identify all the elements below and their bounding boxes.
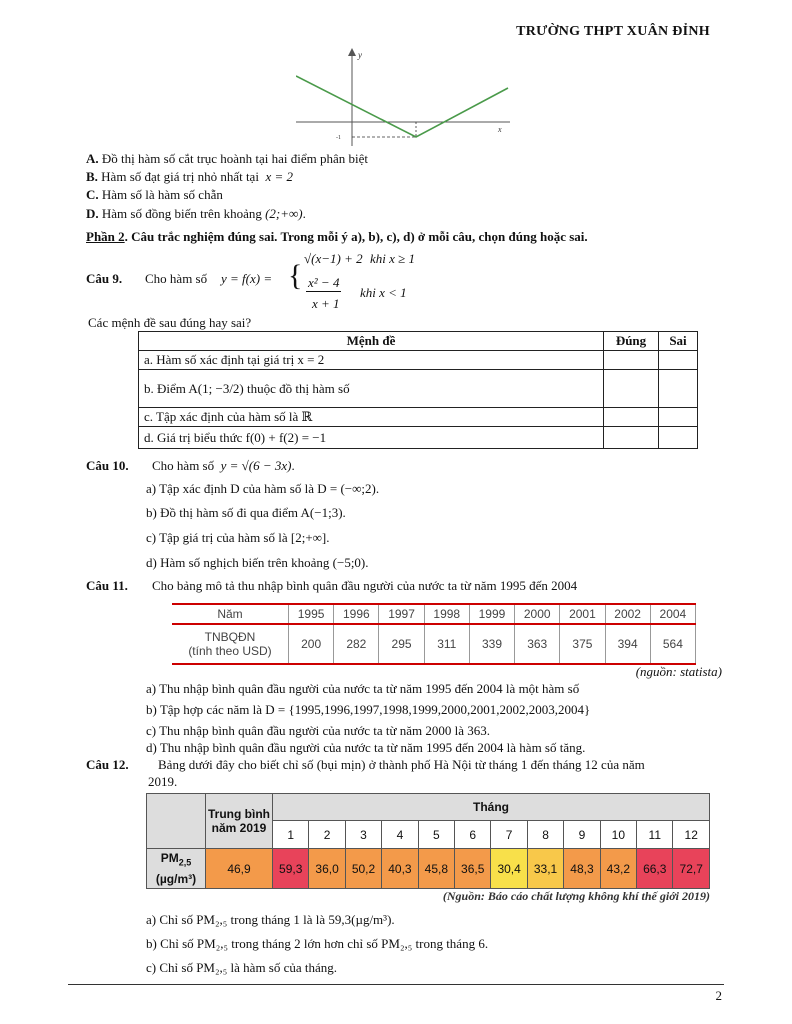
q10-item-b: b) Đồ thị hàm số đi qua điểm A(−1;3). <box>146 505 346 520</box>
header-false: Sai <box>659 332 698 351</box>
statement-b: b. Điểm A(1; −3/2) thuộc đồ thị hàm số <box>139 370 604 408</box>
q12-item-c: c) Chỉ số PM₂,₅ là hàm số của tháng. <box>146 960 338 975</box>
q11-item-a: a) Thu nhập bình quân đầu người của nước ta từ năm 1995 đến 2004 là một hàm số <box>146 681 580 696</box>
income-cell: 394 <box>605 624 650 664</box>
month-cell: 4 <box>382 821 418 849</box>
option-d: D. Hàm số đồng biến trên khoảng (2;+∞). <box>86 206 306 221</box>
q12-item-a: a) Chỉ số PM₂,₅ trong tháng 1 là là 59,3(µg/m³). <box>146 912 395 927</box>
q12-intro-2: 2019. <box>148 774 178 789</box>
pm25-value-cell: 33,1 <box>527 849 563 889</box>
q12-intro-1: Bảng dưới đây cho biết chỉ số (bụi mịn) ở thành phố Hà Nội từ tháng 1 đến tháng 12 của năm <box>158 757 645 772</box>
school-header: TRƯỜNG THPT XUÂN ĐỈNH <box>516 24 710 39</box>
month-cell: 7 <box>491 821 527 849</box>
month-cell: 6 <box>455 821 491 849</box>
option-a: A. Đồ thị hàm số cắt trục hoành tại hai điểm phân biệt <box>86 151 368 166</box>
page-number: 2 <box>715 988 722 1003</box>
month-cell: 12 <box>673 821 710 849</box>
month-header: Tháng <box>273 794 710 821</box>
month-cell: 5 <box>418 821 454 849</box>
year-cell: 2001 <box>560 604 605 624</box>
year-cell: 1999 <box>469 604 514 624</box>
pm25-value-cell: 45,8 <box>418 849 454 889</box>
year-cell: 2004 <box>650 604 695 624</box>
income-cell: 339 <box>469 624 514 664</box>
income-cell: 311 <box>424 624 469 664</box>
year-row-label: Năm <box>172 604 289 624</box>
q9-cond2: khi x < 1 <box>360 285 407 300</box>
statement-c: c. Tập xác định của hàm số là ℝ <box>139 408 604 427</box>
income-cell: 375 <box>560 624 605 664</box>
part2-heading: Phần 2. Câu trắc nghiệm đúng sai. Trong mỗi ý a), b), c), d) ở mỗi câu, chọn đúng hoặc sai. <box>86 229 588 244</box>
graph-curve <box>296 76 508 137</box>
year-cell: 1998 <box>424 604 469 624</box>
true-cell-d[interactable] <box>604 427 659 449</box>
income-cell: 564 <box>650 624 695 664</box>
false-cell-b[interactable] <box>659 370 698 408</box>
q10-intro: Cho hàm số y = √(6 − 3x). <box>152 458 295 473</box>
year-cell: 1995 <box>289 604 334 624</box>
q9-intro: Cho hàm số <box>145 271 208 286</box>
q11-item-d: d) Thu nhập bình quân đầu người của nước ta từ năm 1995 đến 2004 là hàm số tăng. <box>146 740 586 755</box>
pm25-value-cell: 43,2 <box>600 849 636 889</box>
pm25-value-cell: 72,7 <box>673 849 710 889</box>
q11-item-c: c) Thu nhập bình quân đầu người của nước ta từ năm 2000 là 363. <box>146 723 491 738</box>
pm25-table <box>146 793 710 889</box>
function-graph <box>296 46 516 150</box>
month-cell: 9 <box>564 821 600 849</box>
q12-source: (Nguồn: Báo cáo chất lượng không khí thế giới 2019) <box>442 889 710 903</box>
statement-d: d. Giá trị biểu thức f(0) + f(2) = −1 <box>139 427 604 449</box>
q9-case2-num: x² − 4 <box>308 275 340 290</box>
header-true: Đúng <box>604 332 659 351</box>
avg-header: Trung bình năm 2019 <box>206 794 273 849</box>
month-cell: 3 <box>345 821 381 849</box>
x-axis-label: x <box>498 125 502 134</box>
true-cell-a[interactable] <box>604 351 659 370</box>
pm25-value-cell: 48,3 <box>564 849 600 889</box>
year-cell: 2000 <box>515 604 560 624</box>
q9-case2-den: x + 1 <box>312 296 340 311</box>
q10-label: Câu 10. <box>86 458 129 473</box>
q10-item-c: c) Tập giá trị của hàm số là [2;+∞]. <box>146 530 330 545</box>
pm25-value-cell: 66,3 <box>637 849 673 889</box>
q11-label: Câu 11. <box>86 578 128 593</box>
q9-func: y = f(x) = <box>221 271 273 286</box>
q9-prompt: Các mệnh đề sau đúng hay sai? <box>88 315 252 330</box>
q12-label: Câu 12. <box>86 757 129 772</box>
month-cell: 11 <box>637 821 673 849</box>
statement-a: a. Hàm số xác định tại giá trị x = 2 <box>139 351 604 370</box>
q9-case1: √(x−1) + 2 <box>304 251 363 266</box>
option-b: B. Hàm số đạt giá trị nhỏ nhất tại x = 2 <box>86 169 293 184</box>
footer-rule <box>68 984 724 985</box>
value-row-label: TNBQĐN (tính theo USD) <box>172 624 289 664</box>
q12-item-b: b) Chỉ số PM₂,₅ trong tháng 2 lớn hơn chỉ số PM₂,₅ trong tháng 6. <box>146 936 489 951</box>
q10-item-d: d) Hàm số nghịch biến trên khoảng (−5;0). <box>146 555 369 570</box>
false-cell-a[interactable] <box>659 351 698 370</box>
pm25-value-cell: 59,3 <box>273 849 309 889</box>
month-cell: 10 <box>600 821 636 849</box>
true-cell-c[interactable] <box>604 408 659 427</box>
month-cell: 2 <box>309 821 345 849</box>
income-cell: 282 <box>334 624 379 664</box>
pm25-value-cell: 50,2 <box>345 849 381 889</box>
pm25-value-cell: 30,4 <box>491 849 527 889</box>
avg-value: 46,9 <box>206 849 273 889</box>
false-cell-c[interactable] <box>659 408 698 427</box>
pm25-row-label: $PM_{2,5}$ (µg/m³) <box>147 849 206 889</box>
q9-table <box>138 331 698 449</box>
y-axis-label: y <box>358 50 362 60</box>
false-cell-d[interactable] <box>659 427 698 449</box>
header-statement: Mệnh đề <box>139 332 604 351</box>
q11-intro: Cho bảng mô tả thu nhập bình quân đầu người của nước ta từ năm 1995 đến 2004 <box>152 578 578 593</box>
pm25-value-cell: 36,5 <box>455 849 491 889</box>
pm25-value-cell: 40,3 <box>382 849 418 889</box>
brace: { <box>288 259 303 292</box>
q10-item-a: a) Tập xác định D của hàm số là D = (−∞;2). <box>146 481 380 496</box>
income-cell: 363 <box>515 624 560 664</box>
q9-cond1: khi x ≥ 1 <box>370 251 416 266</box>
year-cell: 2002 <box>605 604 650 624</box>
neg-one-label: -1 <box>336 135 341 141</box>
pm25-value-cell: 36,0 <box>309 849 345 889</box>
month-cell: 1 <box>273 821 309 849</box>
income-table <box>172 603 696 665</box>
income-cell: 295 <box>379 624 424 664</box>
option-c: C. Hàm số là hàm số chẵn <box>86 187 223 202</box>
income-cell: 200 <box>289 624 334 664</box>
blank-corner <box>147 794 206 849</box>
true-cell-b[interactable] <box>604 370 659 408</box>
q11-item-b: b) Tập hợp các năm là D = {1995,1996,1997,1998,1999,2000,2001,2002,2003,2004} <box>146 702 591 717</box>
q11-source: (nguồn: statista) <box>635 664 722 679</box>
year-cell: 1996 <box>334 604 379 624</box>
q9-label: Câu 9. <box>86 271 123 286</box>
month-cell: 8 <box>527 821 563 849</box>
year-cell: 1997 <box>379 604 424 624</box>
